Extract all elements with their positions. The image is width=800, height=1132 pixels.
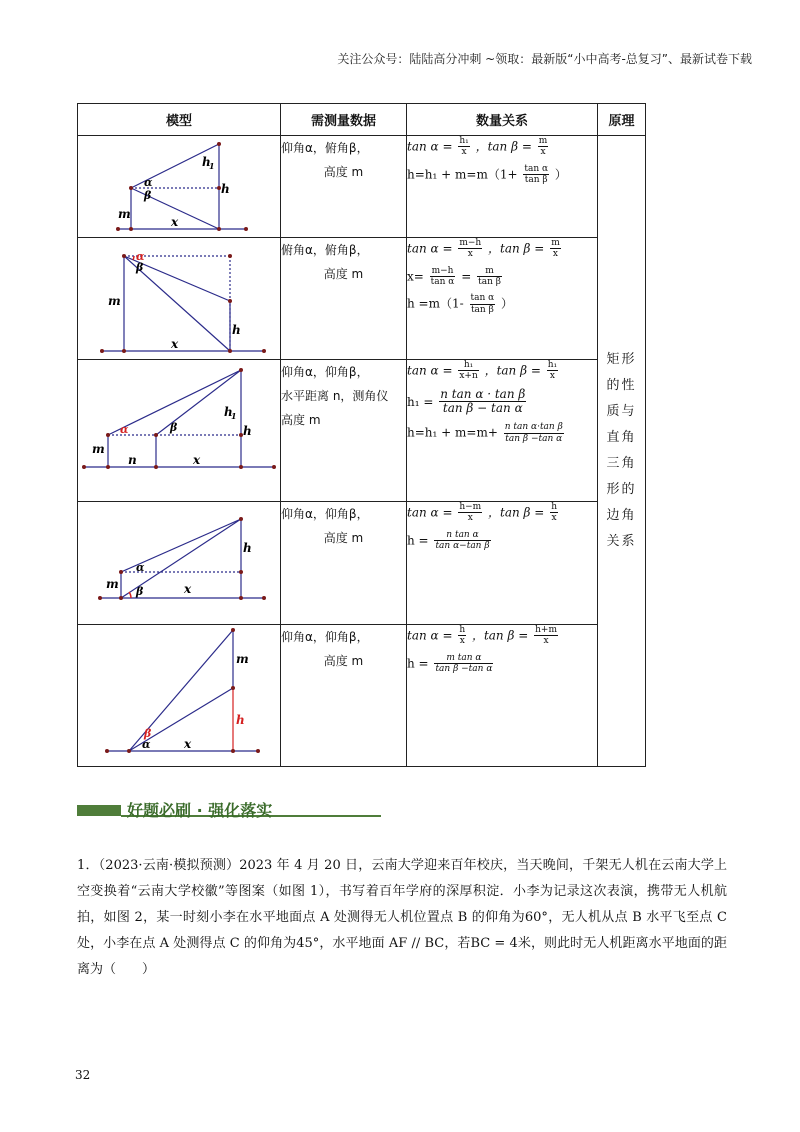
measure-line: 高度 m (281, 413, 321, 427)
label-x: x (184, 737, 192, 751)
principle-line: 关系 (606, 534, 637, 549)
section-marker (77, 805, 121, 816)
rel-text: ，tan β = (475, 139, 532, 154)
diagram-1 (78, 136, 281, 237)
frac-num: h₁ (458, 360, 478, 371)
label-alpha: α (142, 738, 151, 751)
measure-line: 仰角α，仰角β， (281, 507, 369, 521)
frac-num: n tan α · tan β (440, 386, 526, 401)
frac-den: x (461, 147, 467, 158)
principle-line: 的性 (606, 378, 637, 393)
measure-cell-2 (281, 238, 407, 360)
rel-text: = (461, 269, 472, 284)
page-number: 32 (75, 1068, 91, 1082)
principle-line: 形的 (606, 482, 637, 497)
frac-den: tan β (524, 175, 548, 186)
label-m: m (118, 207, 131, 221)
label-alpha: α (136, 561, 145, 574)
label-beta: β (144, 727, 152, 740)
diagram-4 (78, 502, 281, 624)
rel-text: tan α = (407, 363, 453, 378)
rel-text: tan α = (407, 139, 453, 154)
label-h: h (221, 182, 230, 196)
header-measure: 需测量数据 (281, 104, 407, 136)
label-x: x (184, 582, 192, 596)
rel-text: h=h₁ + m=m（1+ (407, 167, 518, 182)
table-row (78, 502, 646, 625)
rel-text: x= (407, 269, 424, 284)
model-figure-5 (78, 625, 281, 767)
principle-line: 边角 (606, 508, 637, 523)
frac-den: tan β − tan α (442, 401, 523, 416)
model-figure-1 (78, 136, 281, 238)
section-heading (77, 798, 327, 820)
table-row (78, 625, 646, 767)
problem-text: 1．（2023·云南·模拟预测）2023 年 4 月 20 日，云南大学迎来百年校庆，当天晚间，千架无人机在云南大学上空变换着“云南大学校徽”等图案（如图 1），书写着百年学府的深厚积淀．小李为记录这次表演，携带无人机航拍，如图 2，某一时刻小李在水平地面点 A 处测得无人机位置点 B 的仰角为60°，无人机从点 B 水平飞至点 C 处，小李在点 A 处测得点 C 的仰角为45°，水平地面 AF // BC，若BC = 4米，则此时无人机距离水平地面的距离为（ ） (77, 858, 727, 977)
frac-num: m (538, 136, 548, 146)
label-m: m (236, 652, 249, 666)
measure-line: 仰角α，仰角β， (281, 630, 369, 644)
principle-line: 直角 (606, 430, 637, 445)
label-h1: h (224, 405, 233, 419)
frac-den: tan β −tan α (435, 664, 493, 675)
frac-den: tan β −tan α (505, 433, 563, 444)
frac-den: x (467, 249, 473, 260)
frac-den: x (459, 636, 465, 647)
header-principle: 原理 (598, 104, 646, 136)
diagram-2 (78, 238, 281, 359)
frac-den: x (540, 147, 546, 158)
frac-num: tan α (470, 293, 495, 304)
measure-line: 水平距离 n，测角仪 (281, 389, 389, 403)
frac-den: x+n (459, 371, 478, 382)
frac-num: h (459, 625, 466, 635)
rel-text: tan α = (407, 628, 453, 643)
measure-line: 俯角α，俯角β， (281, 243, 369, 257)
rel-text: ，tan β = (471, 628, 529, 643)
label-x: x (193, 453, 201, 467)
principle-line: 质与 (606, 404, 637, 419)
model-figure-3 (78, 360, 281, 502)
principle-line: 三角 (606, 456, 637, 471)
label-x: x (171, 215, 179, 229)
frac-num: m tan α (434, 653, 493, 664)
frac-num: n tan α (434, 530, 490, 541)
rel-text: ） (554, 167, 567, 182)
frac-den: tan α−tan β (435, 541, 490, 552)
label-beta: β (170, 421, 178, 434)
table-row (78, 360, 646, 502)
rel-text: ，tan β = (488, 241, 545, 256)
measure-cell-5 (281, 625, 407, 767)
rel-text: h=h₁ + m=m+ (407, 425, 498, 440)
frac-num: m (551, 238, 560, 248)
frac-num: n tan α·tan β (504, 422, 563, 433)
frac-den: x (549, 371, 555, 382)
label-m: m (108, 294, 121, 308)
frac-num: m−h (459, 238, 482, 248)
header-relation: 数量关系 (407, 104, 598, 136)
header-model: 模型 (78, 104, 281, 136)
rel-text: ，tan β = (488, 505, 545, 520)
header-note: 关注公众号：陆陆高分冲刺 ~领取：最新版“小中高考-总复习”、最新试卷下载 (337, 52, 752, 66)
measure-line: 高度 m (323, 531, 364, 545)
label-x: x (171, 337, 179, 351)
table-row (78, 136, 646, 238)
label-h1-sub: 1 (209, 161, 215, 171)
measure-line: 高度 m (323, 267, 364, 281)
measure-line: 仰角α，仰角β， (281, 365, 369, 379)
table-header-row (78, 104, 646, 136)
frac-den: tan β (478, 277, 501, 288)
label-h1-sub: 1 (231, 411, 237, 421)
frac-num: h+m (535, 625, 557, 635)
rel-text: h = (407, 533, 429, 548)
label-beta: β (136, 585, 144, 598)
frac-num: h (551, 502, 557, 512)
label-h: h (243, 541, 252, 555)
rel-text: h₁ = (407, 394, 434, 409)
rel-text: tan α = (407, 241, 453, 256)
label-m: m (92, 442, 105, 456)
frac-den: x (467, 513, 473, 524)
rel-text: ，tan β = (484, 363, 541, 378)
table-row (78, 238, 646, 360)
frac-den: x (551, 513, 557, 524)
frac-den: tan α (430, 277, 455, 288)
model-figure-2 (78, 238, 281, 360)
measure-cell-1 (281, 136, 407, 238)
label-h: h (232, 323, 241, 337)
label-h: h (236, 713, 245, 727)
rel-text: h =m（1- (407, 296, 464, 311)
frac-num: h₁ (547, 360, 558, 370)
rel-text: h = (407, 656, 429, 671)
measure-cell-3 (281, 360, 407, 502)
measure-line: 高度 m (323, 654, 364, 668)
relation-cell-2 (407, 238, 598, 360)
frac-num: m (477, 266, 502, 277)
relation-cell-5 (407, 625, 598, 767)
measure-cell-4 (281, 502, 407, 625)
measure-line: 高度 m (323, 165, 364, 179)
label-h1: h (202, 155, 211, 169)
frac-num: h₁ (459, 136, 469, 146)
relation-cell-3 (407, 360, 598, 502)
measure-line: 仰角α，俯角β， (281, 141, 369, 155)
model-figure-4 (78, 502, 281, 625)
label-m: m (106, 577, 119, 591)
model-table (77, 103, 646, 767)
label-beta: β (136, 261, 144, 274)
frac-den: x (552, 249, 558, 260)
label-beta: β (144, 189, 152, 202)
label-alpha: α (120, 423, 129, 436)
relation-cell-4 (407, 502, 598, 625)
label-n: n (128, 453, 137, 467)
frac-num: tan α (524, 163, 549, 174)
rel-text: tan α = (407, 505, 453, 520)
diagram-5 (78, 625, 281, 766)
frac-den: x (543, 636, 549, 647)
frac-num: h−m (459, 502, 482, 512)
frac-den: tan β (470, 304, 494, 315)
frac-num: m−h (431, 265, 454, 276)
rel-text: ） (501, 296, 514, 311)
diagram-3 (78, 360, 281, 501)
relation-cell-1 (407, 136, 598, 238)
principle-cell (598, 136, 646, 767)
label-h: h (243, 424, 252, 438)
principle-line: 矩形 (606, 352, 637, 367)
section-title: 好题必刷 · 强化落实 (127, 801, 273, 820)
label-alpha: α (136, 250, 145, 263)
label-alpha: α (144, 176, 153, 189)
